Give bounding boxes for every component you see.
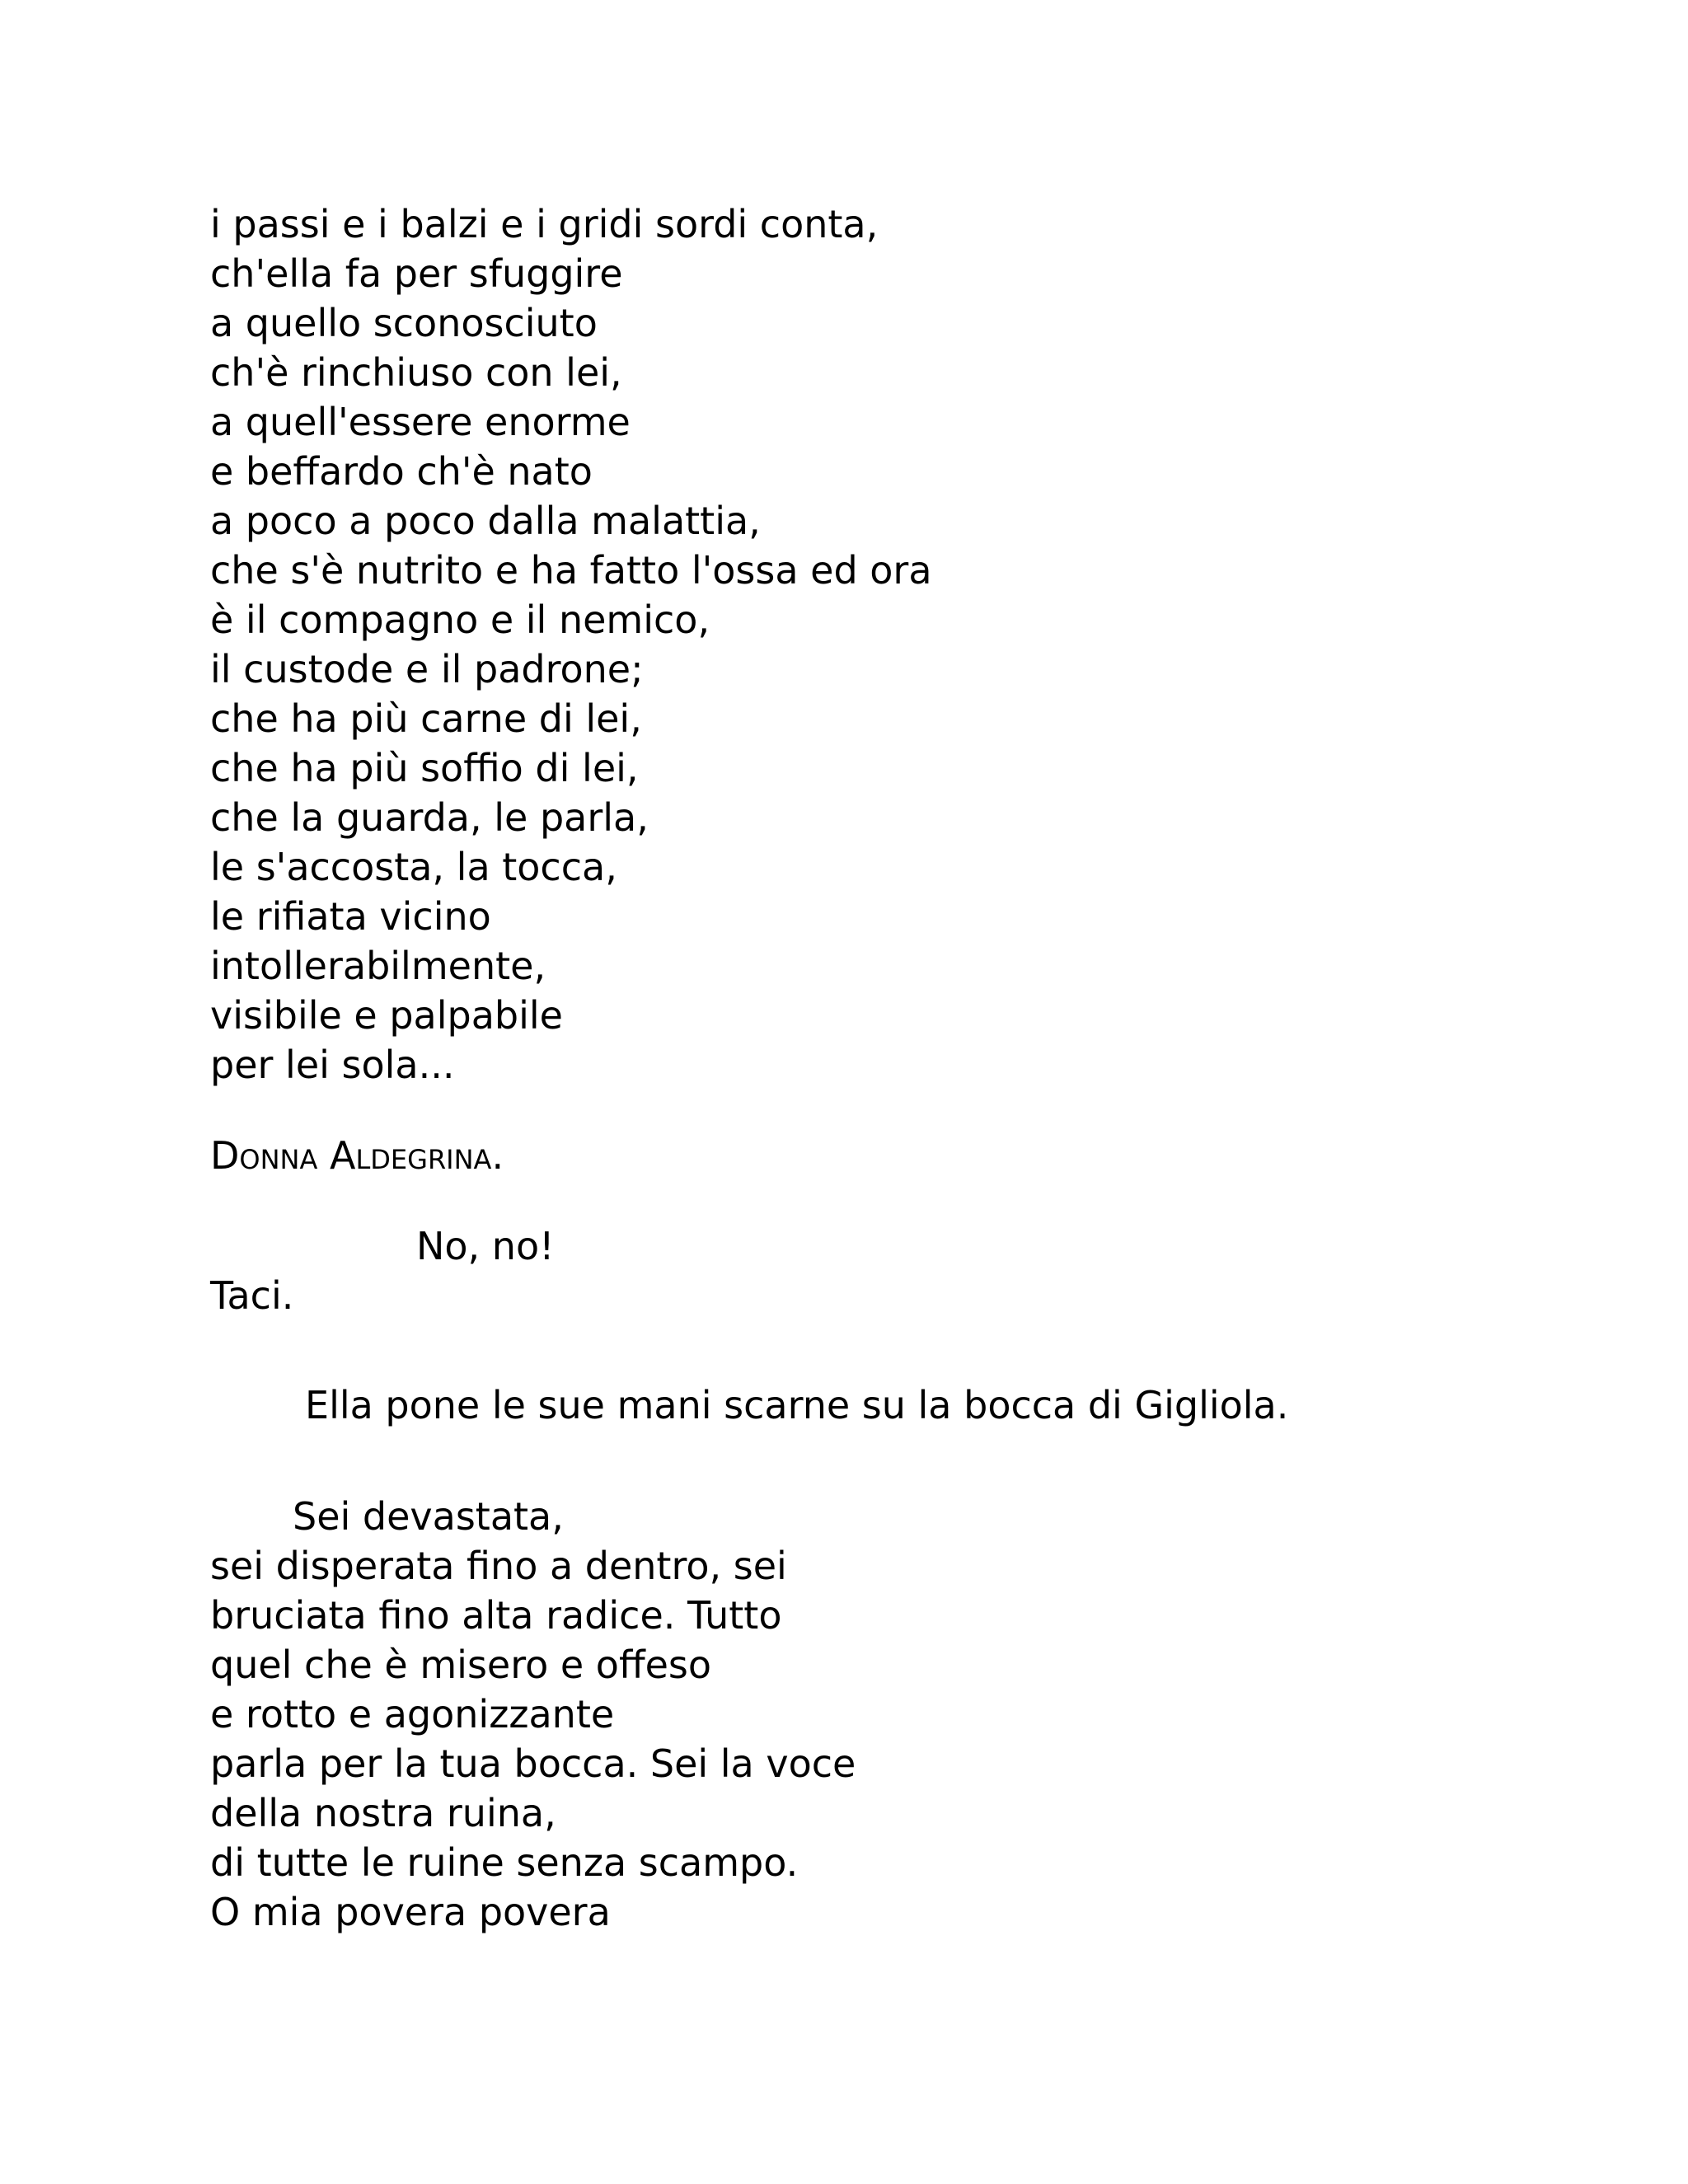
verse-line: quel che è misero e offeso [210, 1643, 712, 1687]
verse-line: le s'accosta, la tocca, [210, 845, 617, 889]
speaker-name: Donna Aldegrina. [210, 1133, 504, 1178]
verse-line: i passi e i balzi e i gridi sordi conta, [210, 202, 879, 246]
verse-line: che s'è nutrito e ha fatto l'ossa ed ora [210, 548, 932, 593]
verse-line: a quell'essere enorme [210, 400, 631, 444]
verse-block-2 [210, 1492, 856, 1937]
verse-line: intollerabilmente, [210, 944, 546, 988]
verse-line: O mia povera povera [210, 1890, 611, 1934]
verse-line: e beffardo ch'è nato [210, 449, 593, 494]
verse-line: bruciata fino alta radice. Tutto [210, 1593, 782, 1638]
verse-line: che la guarda, le parla, [210, 795, 649, 840]
verse-line: a quello sconosciuto [210, 301, 598, 345]
verse-line: ch'è rinchiuso con lei, [210, 350, 622, 395]
verse-line: che ha più carne di lei, [210, 696, 642, 741]
verse-line: le rifiata vicino [210, 894, 491, 939]
stage-direction: Ella pone le sue mani scarne su la bocca di Gigliola. [305, 1383, 1289, 1427]
verse-line: è il compagno e il nemico, [210, 598, 710, 642]
verse-line: della nostra ruina, [210, 1791, 556, 1835]
verse-line: di tutte le ruine senza scampo. [210, 1840, 799, 1885]
verse-line: ch'ella fa per sfuggire [210, 251, 623, 296]
verse-line: sei disperata fino a dentro, sei [210, 1544, 787, 1588]
verse-line: il custode e il padrone; [210, 647, 644, 691]
verse-line: che ha più soffio di lei, [210, 746, 639, 790]
verse-line: e rotto e agonizzante [210, 1692, 615, 1736]
verse-line: a poco a poco dalla malattia, [210, 499, 761, 543]
reply-line: Taci. [210, 1273, 294, 1318]
verse-line: Sei devastata, [293, 1494, 564, 1539]
verse-line: parla per la tua bocca. Sei la voce [210, 1741, 856, 1786]
reply-line: No, no! [416, 1224, 555, 1268]
verse-line: visibile e palpabile [210, 993, 563, 1038]
verse-line: per lei sola... [210, 1043, 455, 1087]
verse-block-1 [210, 199, 932, 1090]
